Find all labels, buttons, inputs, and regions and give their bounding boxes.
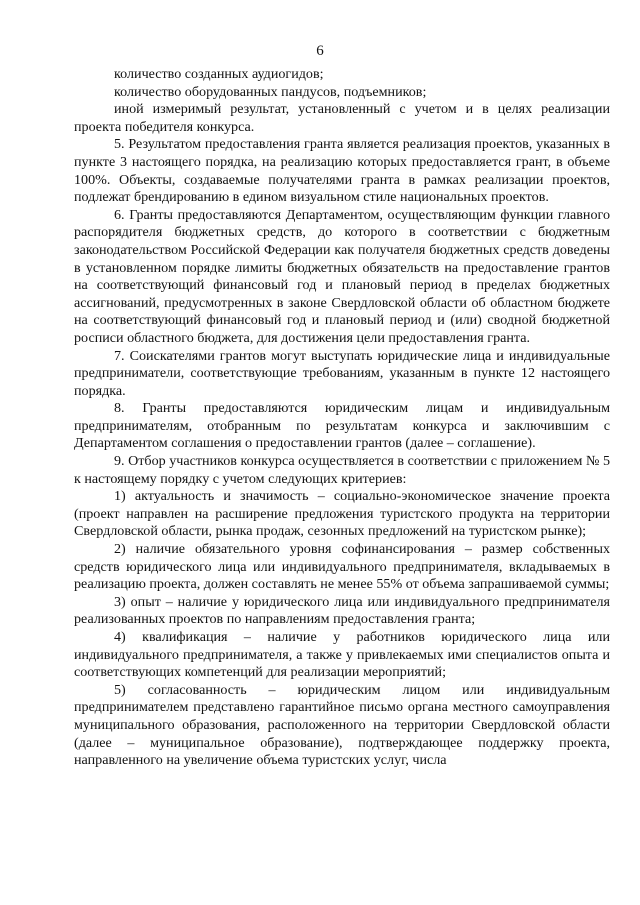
paragraph-item-7: 7. Соискателями грантов могут выступать юридические лица и индивидуальные предприниматели, соответствующие требованиям, указанным в пункте 12 настоящего порядка. — [74, 347, 610, 399]
page-number: 6 — [316, 43, 324, 59]
document-body — [74, 66, 610, 770]
criterion-experience: 3) опыт – наличие у юридического лица или индивидуального предпринимателя реализованных проектов по направлениям предоставления гранта; — [74, 593, 610, 628]
paragraph-ramps-count: количество оборудованных пандусов, подъемников; — [114, 83, 427, 100]
paragraph-item-5: 5. Результатом предоставления гранта является реализация проектов, указанных в пункте 3 настоящего порядка, на реализацию которых предоставляется грант, в объеме 100%. Объекты, создаваемые получателями гранта в рамках реализации проектов, подлежат брендированию в едином визуальном стиле национальных проектов. — [74, 136, 610, 206]
criterion-consistency: 5) согласованность – юридическим лицом или индивидуальным предпринимателем представлено гарантийное письмо органа местного самоуправления муниципального образования, расположенного на территории Свердловской области (далее – муниципальное образование), подтверждающее поддержку проекта, направленного на увеличение объема туристских услуг, числа — [74, 681, 610, 769]
paragraph-item-8: 8. Гранты предоставляются юридическим лицам и индивидуальным предпринимателям, отобранным по результатам конкурса и заключившим с Департаментом соглашения о предоставлении грантов (далее – соглашение). — [74, 400, 610, 452]
criterion-qualification: 4) квалификация – наличие у работников юридического лица или индивидуального предпринимателя, а также у привлекаемых ими специалистов опыта и соответствующих компетенций для реализации мероприятий; — [74, 629, 610, 681]
paragraph-audioguides-count: количество созданных аудиогидов; — [114, 66, 324, 82]
criterion-cofinancing: 2) наличие обязательного уровня софинансирования – размер собственных средств юридического лица или индивидуального предпринимателя, вкладываемых в реализацию проекта, должен составлять не менее 55% от объема запрашиваемой суммы; — [74, 541, 610, 593]
paragraph-item-9: 9. Отбор участников конкурса осуществляется в соответствии с приложением № 5 к настоящему порядку с учетом следующих критериев: — [74, 453, 610, 487]
paragraph-item-6: 6. Гранты предоставляются Департаментом, осуществляющим функции главного распорядителя бюджетных средств, до которого в соответствии с бюджетным законодательством Российской Федерации как получателя бюджетных средств доведены в установленном порядке лимиты бюджетных обязательств на предоставление грантов на соответствующий финансовый год и плановый период в пределах бюджетных ассигнований, предусмотренных в законе Свердловской области об областном бюджете на соответствующий финансовый год и плановый период и (или) сводной бюджетной росписи областного бюджета, для достижения цели предоставления гранта. — [74, 206, 610, 346]
criterion-relevance: 1) актуальность и значимость – социально-экономическое значение проекта (проект направлен на расширение предложения туристского продукта на территории Свердловской области, рынка продаж, сезонных предложений на туристском рынке); — [74, 488, 610, 540]
paragraph-other-result: иной измеримый результат, установленный с учетом и в целях реализации проекта победителя конкурса. — [74, 101, 610, 135]
